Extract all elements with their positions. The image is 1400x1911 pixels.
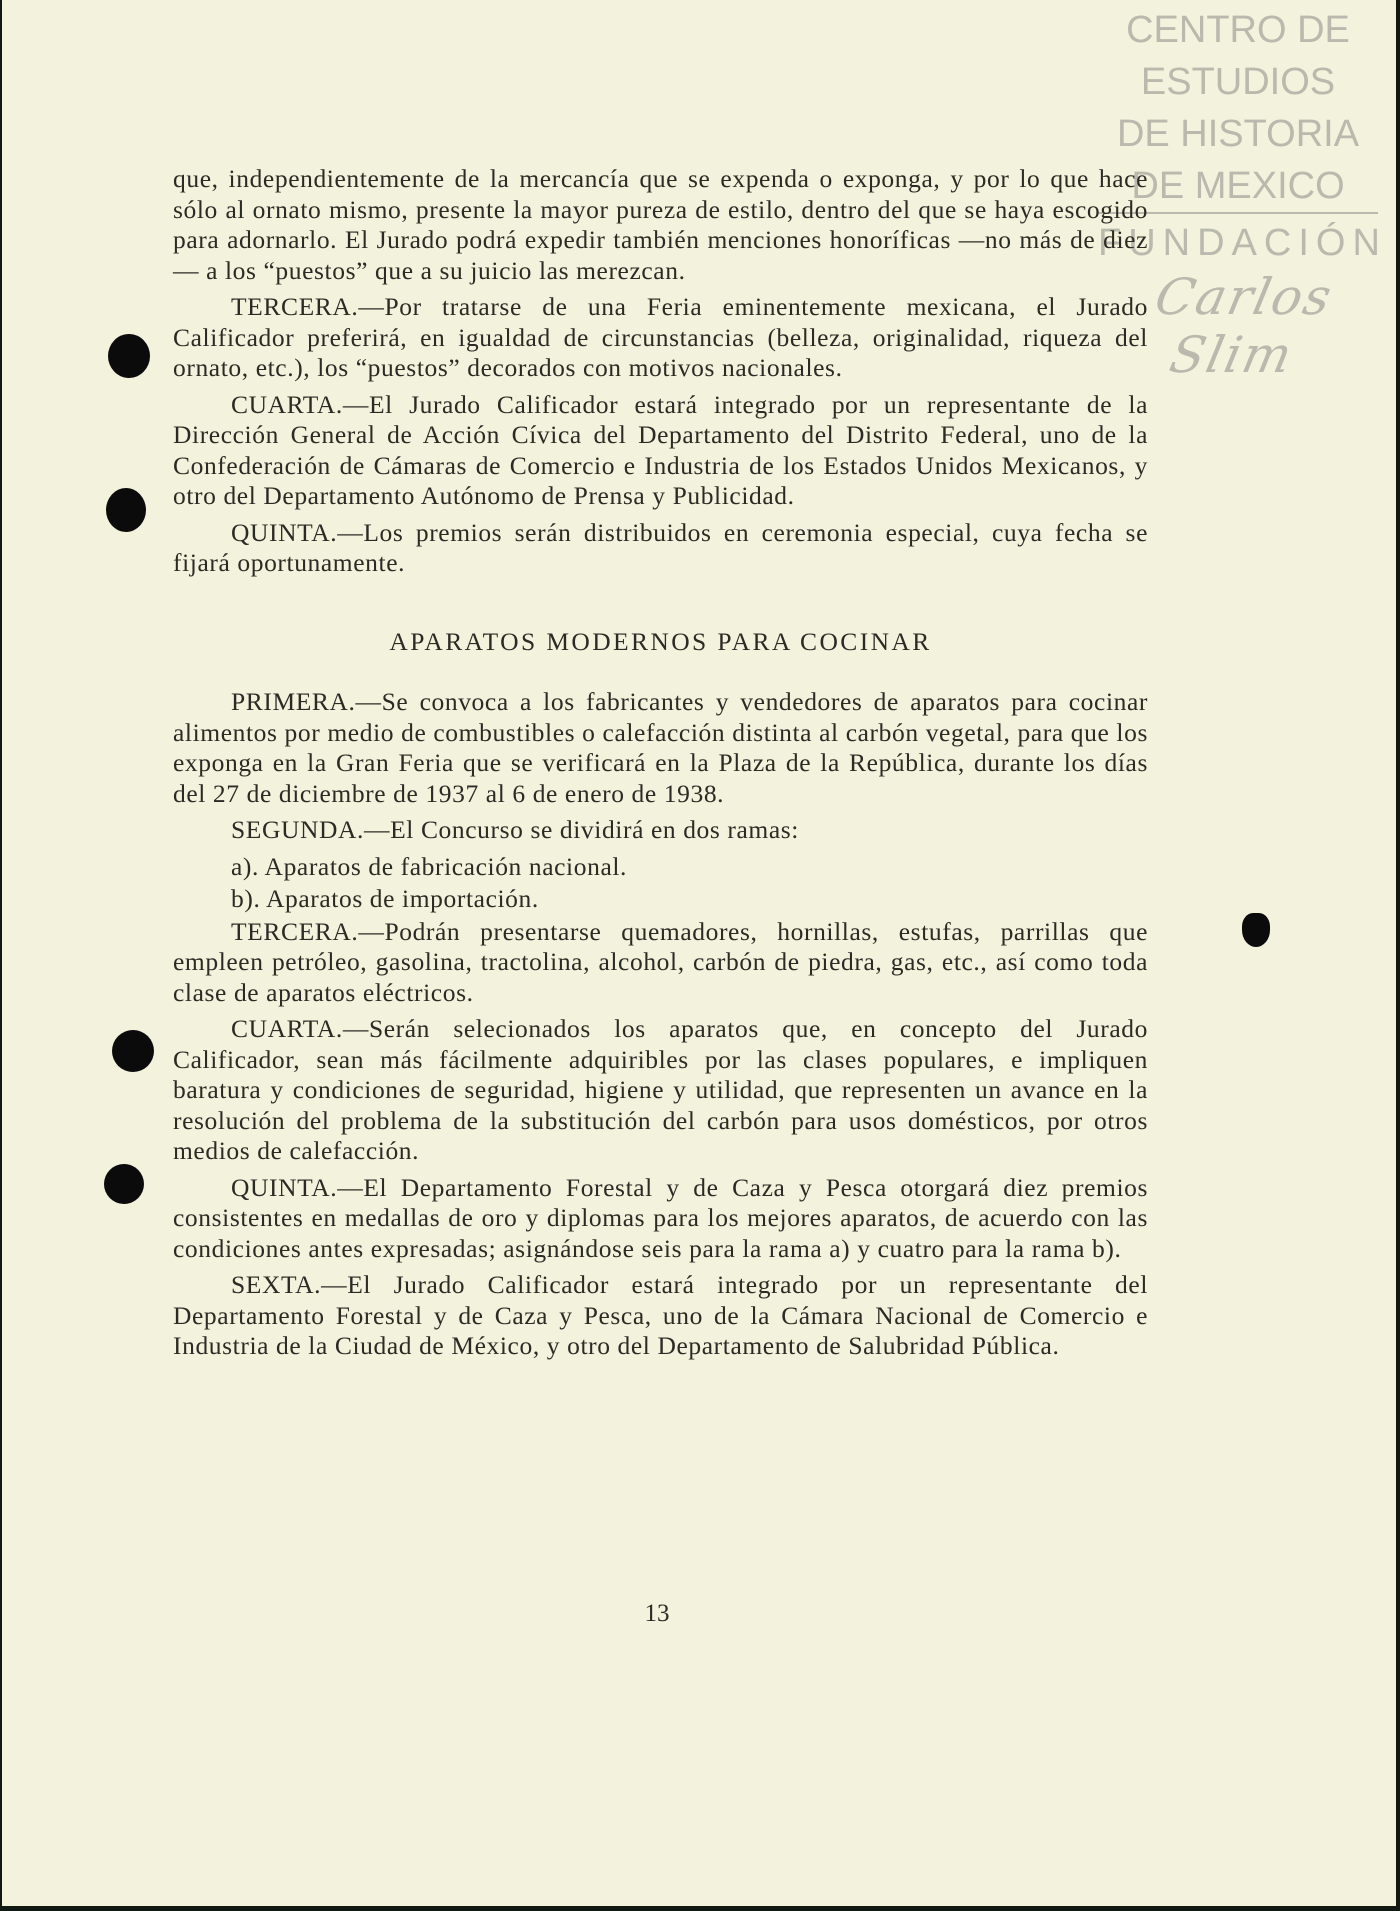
paragraph-quinta-2: QUINTA.—El Departamento Forestal y de Caza y Pesca otorgará diez premios consistentes en medallas de oro y diplomas para los mejores aparatos, de acuerdo con las condiciones antes expresadas; asignándose seis para la rama a) y cuatro para la rama b). bbox=[173, 1172, 1148, 1263]
section-heading: APARATOS MODERNOS PARA COCINAR bbox=[389, 626, 932, 656]
paragraph-sexta: SEXTA.—El Jurado Calificador estará integrado por un representante del Departamento Forestal y de Caza y Pesca, uno de la Cámara Nacional de Comercio e Industria de la Ciudad de México, y otro del Departamento de Salubridad Pública. bbox=[173, 1270, 1148, 1360]
watermark-line: DE HISTORIA bbox=[1116, 113, 1360, 155]
watermark-line: DE MEXICO bbox=[1131, 165, 1345, 207]
paragraph-segunda: SEGUNDA.—El Concurso se dividirá en dos ramas: bbox=[231, 815, 799, 844]
punch-hole bbox=[106, 488, 146, 532]
punch-hole bbox=[112, 1030, 154, 1072]
page-number: 13 bbox=[644, 1600, 670, 1627]
punch-hole bbox=[108, 334, 150, 378]
paragraph-tercera: TERCERA.—Por tratarse de una Feria eminentemente mexicana, el Jurado Calificador preferirá, en igualdad de circunstancias (belleza, originalidad, riqueza del ornato, etc.), los “puestos” decorados con motivos nacionales. bbox=[173, 292, 1148, 382]
paragraph-cuarta: CUARTA.—El Jurado Calificador estará integrado por un representante de la Dirección General de Acción Cívica del Departamento del Distrito Federal, uno de la Confederación de Cámaras de Comercio e Industria de los Estados Unidos Mexicanos, y otro del Departamento Autónomo de Prensa y Publicidad. bbox=[173, 389, 1148, 510]
paragraph-cuarta-2: CUARTA.—Serán selecionados los aparatos que, en concepto del Jurado Calificador, sean más fácilmente adquiribles por las clases populares, e impliquen baratura y condiciones de seguridad, higiene y utilidad, que representen un avance en la resolución del problema de la substitución del carbón para usos domésticos, por otros medios de calefacción. bbox=[173, 1014, 1148, 1165]
watermark-foundation: FUNDACIÓN bbox=[1098, 222, 1387, 264]
paragraph-tercera-2: TERCERA.—Podrán presentarse quemadores, hornillas, estufas, parrillas que empleen petróleo, gasolina, tractolina, alcohol, carbón de piedra, gas, etc., así como toda clase de aparatos eléctricos. bbox=[173, 916, 1148, 1007]
body-text bbox=[173, 164, 1148, 1368]
paragraph-quinta: QUINTA.—Los premios serán distribuidos en ceremonia especial, cuya fecha se fijará oportunamente. bbox=[173, 517, 1148, 577]
paragraph-intro: que, independientemente de la mercancía que se expenda o exponga, y por lo que hace sólo al ornato mismo, presente la mayor pureza de estilo, dentro del que se haya escogido para adornarlo. El Jurado podrá expedir también menciones honoríficas —no más de diez— a los “puestos” que a su juicio las merezcan. bbox=[173, 164, 1148, 285]
watermark-line: ESTUDIOS bbox=[1140, 61, 1336, 103]
punch-hole bbox=[104, 1164, 144, 1204]
watermark-signature: Carlos Slim bbox=[1150, 268, 1339, 384]
watermark-line: CENTRO DE bbox=[1126, 9, 1350, 51]
punch-hole bbox=[1242, 913, 1270, 947]
list-item-a: a). Aparatos de fabricación nacional. bbox=[231, 851, 628, 881]
paragraph-primera: PRIMERA.—Se convoca a los fabricantes y vendedores de aparatos para cocinar alimentos por medio de combustibles o calefacción distinta al carbón vegetal, para que los exponga en la Gran Feria que se verificará en la Plaza de la República, durante los días del 27 de diciembre de 1937 al 6 de enero de 1938. bbox=[173, 687, 1148, 808]
list-item-b: b). Aparatos de importación. bbox=[231, 884, 539, 913]
document-page bbox=[2, 0, 1396, 1906]
